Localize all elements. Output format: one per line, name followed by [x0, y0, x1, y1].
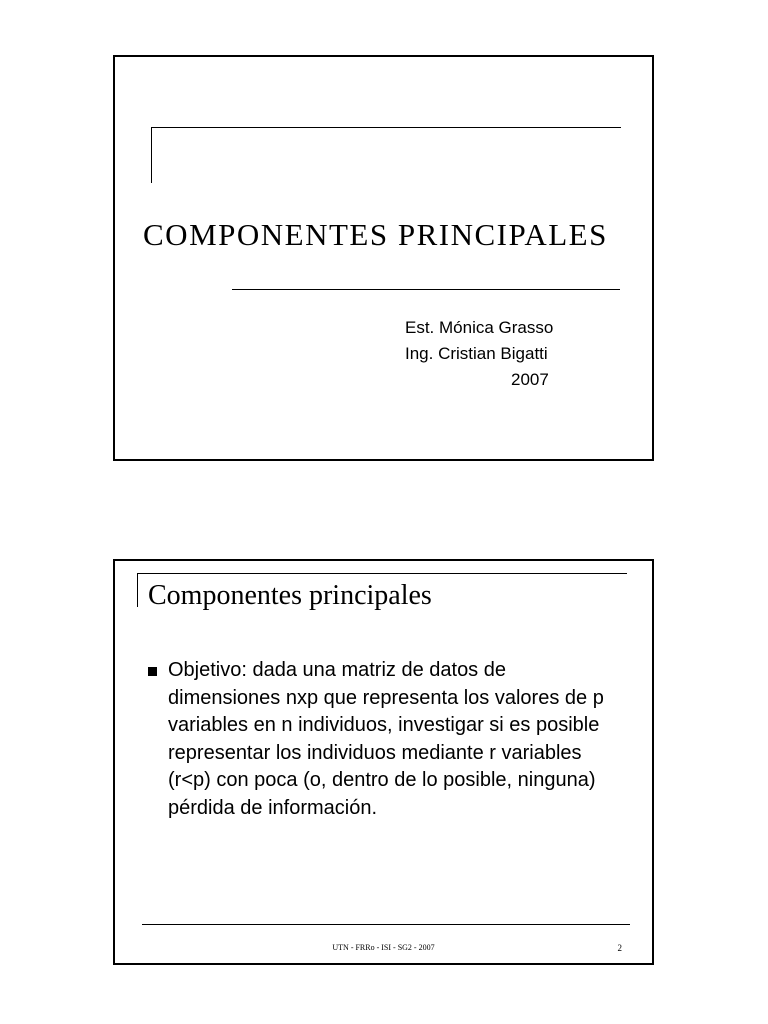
title-slide: [113, 55, 654, 461]
author-2: Ing. Cristian Bigatti: [405, 344, 548, 363]
author-1: Est. Mónica Grasso: [405, 318, 554, 337]
top-frame-corner: [151, 127, 152, 183]
page-number: 2: [617, 943, 622, 953]
content-slide: [113, 559, 654, 965]
bullet-text: Objetivo: dada una matriz de datos de dimensiones nxp que representa los valores de p variables en n individuos, investigar si es posible representar los individuos mediante r variables (r<p) con poca (o, dentro de lo posible, ninguna) pérdida de información.: [168, 659, 604, 819]
bullet-item: [148, 657, 618, 822]
authors-block: [405, 315, 655, 393]
slide-title: COMPONENTES PRINCIPALES: [143, 217, 608, 252]
slide-heading: Componentes principales: [148, 580, 432, 611]
year: 2007: [511, 370, 549, 389]
top-frame-corner: [137, 573, 138, 607]
footer-line: [142, 924, 630, 925]
title-underline: [232, 289, 620, 290]
square-bullet-icon: [148, 667, 157, 676]
top-frame-line: [151, 127, 621, 128]
slide-footer: UTN - FRRo - ISI - SG2 - 2007: [332, 943, 435, 952]
top-frame-line: [137, 573, 627, 574]
